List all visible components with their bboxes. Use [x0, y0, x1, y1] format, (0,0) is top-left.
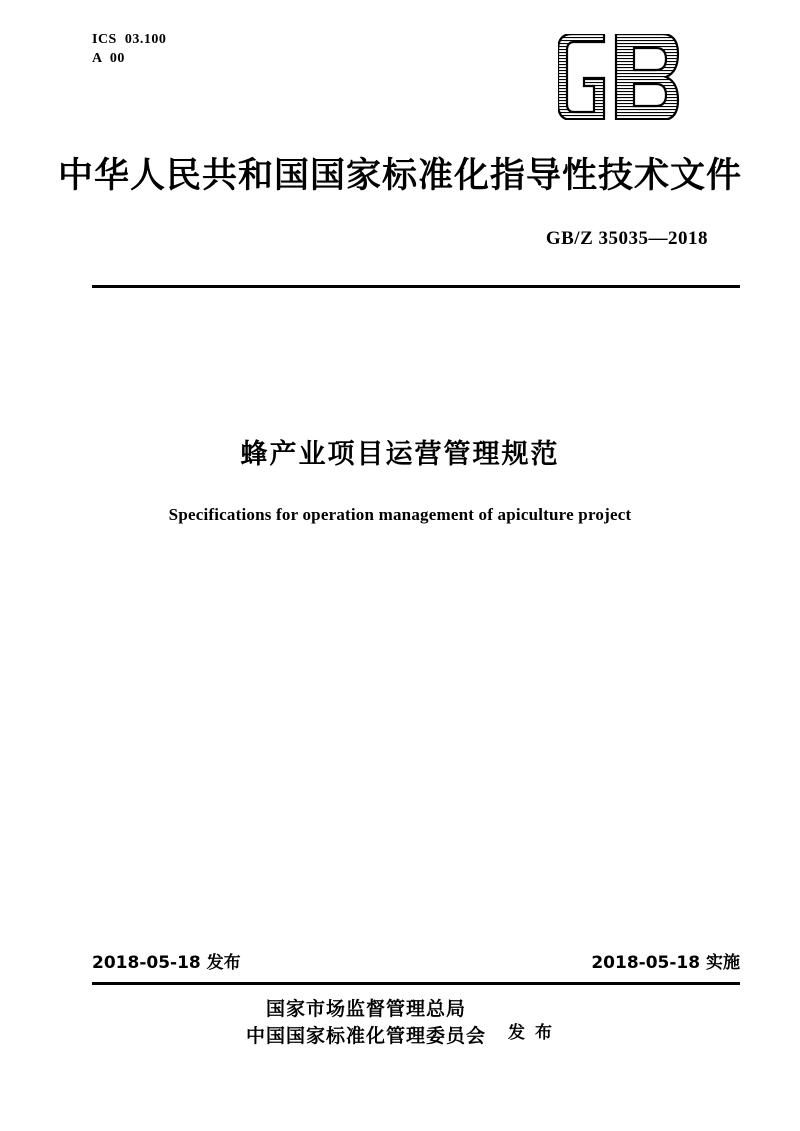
implementation-date: 2018-05-18 实施 [591, 953, 740, 973]
footer-dates [92, 948, 740, 973]
issuer-names [246, 996, 486, 1050]
document-title-english: Specifications for operation management of apiculture project [168, 505, 632, 524]
ics-code: ICS 03.100 [92, 32, 167, 47]
ccs-class-code: A 00 [92, 51, 125, 66]
standard-number: GB/Z 35035—2018 [545, 228, 708, 249]
issuer-action-label: 发 布 [508, 1022, 554, 1043]
issue-date: 2018-05-18 发布 [92, 953, 241, 973]
footer-divider [92, 982, 740, 985]
gb-logo [558, 34, 718, 120]
document-title-chinese: 蜂产业项目运营管理规范 [240, 439, 560, 470]
header-divider [92, 285, 740, 288]
issuer-line-2: 中国国家标准化管理委员会 [246, 1025, 487, 1047]
page-title: 中华人民共和国国家标准化指导性技术文件 [57, 156, 742, 196]
ics-classification-block [92, 30, 166, 68]
issuer-block [0, 996, 800, 1050]
issuer-line-1: 国家市场监督管理总局 [266, 998, 467, 1020]
